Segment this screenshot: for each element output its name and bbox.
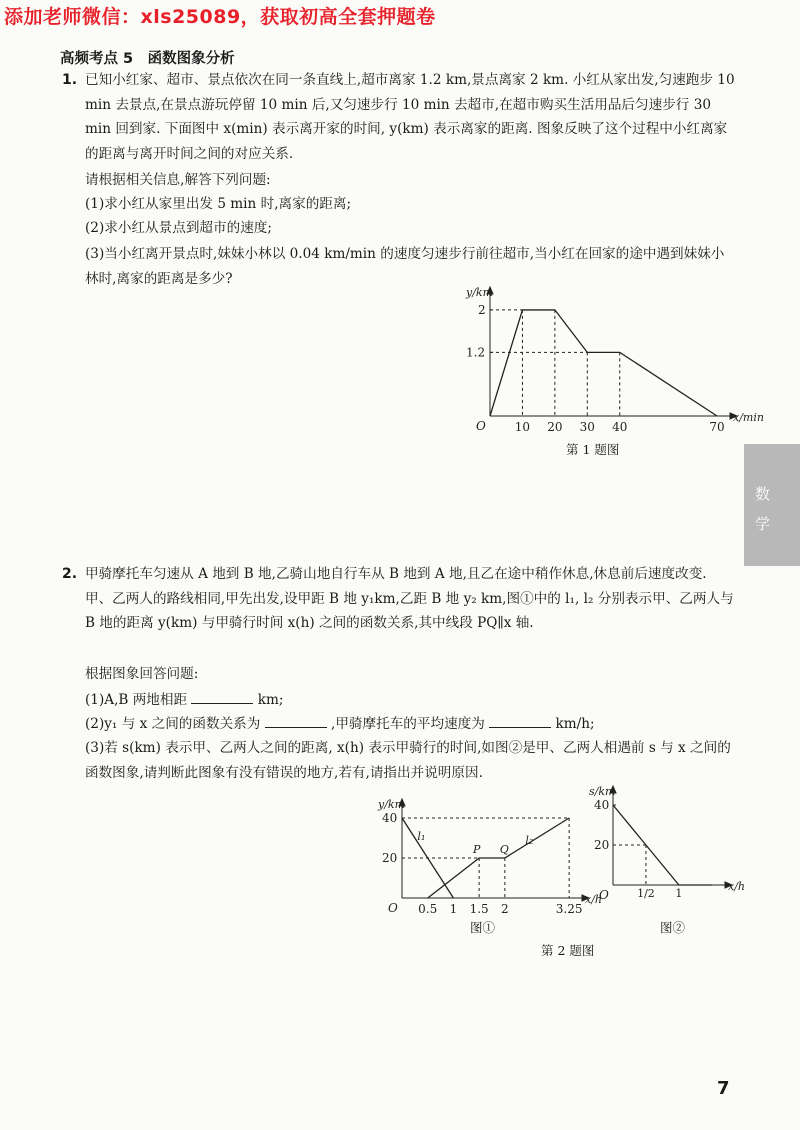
chart3-origin-label: O <box>599 888 609 902</box>
chart2-xtick-label: 0.5 <box>418 902 438 916</box>
chart2-series-l2 <box>428 818 569 898</box>
chart2-xtick-label: 2 <box>501 902 509 916</box>
question-2-intro: 甲骑摩托车匀速从 A 地到 B 地,乙骑山地自行车从 B 地到 A 地,且乙在途中稍作休息,休息前后速度改变. 甲、乙两人的路线相同,甲先出发,设甲距 B 地 y₁km,乙距 B 地 y₂ km,图①中的 l₁, l₂ 分别表示甲、乙两人与 B 地的距离 y(km) 与甲骑行时间 x(h) 之间的函数关系,其中线段 PQ∥x 轴. <box>85 566 734 631</box>
subject-tab-char1: 数 <box>755 485 771 503</box>
chart1-series-line <box>490 310 717 416</box>
chart1-xtick-label: 10 <box>514 420 531 434</box>
page-number: 7 <box>717 1078 730 1099</box>
chart2-label-l1: l₁ <box>417 830 426 843</box>
chart1-origin-label: O <box>476 419 486 433</box>
chart3-ytick-label: 20 <box>594 838 610 852</box>
chart2-point-p: P <box>472 843 481 856</box>
chart2-xtick-label: 3.25 <box>555 902 583 916</box>
chart3-xtick-label-fraction: 1/2 <box>637 887 655 900</box>
chart-q1 <box>450 286 764 438</box>
chart1-y-label: y/km <box>466 286 494 299</box>
question-2-part3: (3)若 s(km) 表示甲、乙两人之间的距离, x(h) 表示甲骑行的时间,如图②是甲、乙两人相遇前 s 与 x 之间的函数图象,请判断此图象有没有错误的地方,若有,请指出并说明原因. <box>85 740 731 781</box>
chart3-ytick-label: 40 <box>594 798 610 812</box>
chart2-label-l2: l₂ <box>525 834 534 847</box>
chart2-ytick-label: 40 <box>382 811 398 825</box>
figure-2-label: 图② <box>660 920 686 935</box>
chart2-origin-label: O <box>388 901 398 915</box>
chart1-xtick-label: 40 <box>612 420 628 434</box>
chart2-x-label: x/h <box>585 893 602 906</box>
question-1-number: 1. <box>62 72 78 88</box>
question-2-caption: 第 2 题图 <box>541 943 595 958</box>
chart3-xtick-label: 1 <box>675 887 683 900</box>
question-1-prompt: 请根据相关信息,解答下列问题: <box>85 172 271 188</box>
figure-1-label: 图① <box>470 920 496 935</box>
question-2-part2 <box>85 712 595 736</box>
chart1-ytick-label: 1.2 <box>466 345 486 360</box>
chart1-xtick-label: 20 <box>547 420 563 434</box>
question-1-part3: (3)当小红离开景点时,妹妹小林以 0.04 km/min 的速度匀速步行前往超市,当小红在回家的途中遇到妹妹小林时,离家的距离是多少? <box>85 246 725 287</box>
chart2-y-label: y/km <box>378 798 406 811</box>
chart2-point-q: Q <box>499 843 509 856</box>
subject-tab <box>744 444 800 566</box>
chart3-y-label: s/km <box>589 785 616 798</box>
question-2-prompt: 根据图象回答问题: <box>85 666 199 682</box>
question-1-intro: 已知小红家、超市、景点依次在同一条直线上,超市离家 1.2 km,景点离家 2 km. 小红从家出发,匀速跑步 10 min 去景点,在景点游玩停留 10 min 后,又匀速步行 10 min 去超市,在超市购买生活用品后匀速步行 30 min 回到家. 下面图中 x(min) 表示离开家的时间, y(km) 表示离家的距离. 图象反映了这个过程中小红离家的距离与离开时间之间的对应关系. <box>85 72 735 162</box>
chart1-ytick-label: 2 <box>478 302 486 317</box>
q2-part1-unit: km; <box>257 692 284 708</box>
chart1-xtick-label: 30 <box>579 420 595 434</box>
chart-q2-fig1 <box>370 798 602 918</box>
question-2-number: 2. <box>62 566 78 582</box>
chart1-xtick-label: 70 <box>709 420 725 434</box>
answer-blank-3[interactable] <box>489 713 551 728</box>
chart1-x-label: x/min <box>733 411 764 424</box>
chart2-xtick-label: 1.5 <box>469 902 489 916</box>
watermark: 添加老师微信：xls25089，获取初高全套押题卷 <box>4 6 436 28</box>
q2-part2-mid: ,甲骑摩托车的平均速度为 <box>331 716 485 732</box>
chart-q2-fig2 <box>589 785 745 920</box>
q2-part2-text: (2)y₁ 与 x 之间的函数关系为 <box>85 716 261 732</box>
section-title: 高频考点 5 函数图象分析 <box>60 51 235 67</box>
question-1-part1: (1)求小红从家里出发 5 min 时,离家的距离; <box>85 196 352 212</box>
subject-tab-char2: 学 <box>755 515 771 533</box>
question-1-caption: 第 1 题图 <box>566 442 620 457</box>
question-1-part2: (2)求小红从景点到超市的速度; <box>85 220 272 236</box>
chart2-ytick-label: 20 <box>382 851 398 865</box>
answer-blank-2[interactable] <box>265 713 327 728</box>
chart3-x-label: x/h <box>728 880 745 893</box>
chart2-xtick-label: 1 <box>449 902 458 916</box>
q2-part2-unit: km/h; <box>555 716 595 732</box>
question-2-part1 <box>85 688 283 712</box>
answer-blank-1[interactable] <box>191 689 253 704</box>
q2-part1-text: (1)A,B 两地相距 <box>85 692 188 708</box>
